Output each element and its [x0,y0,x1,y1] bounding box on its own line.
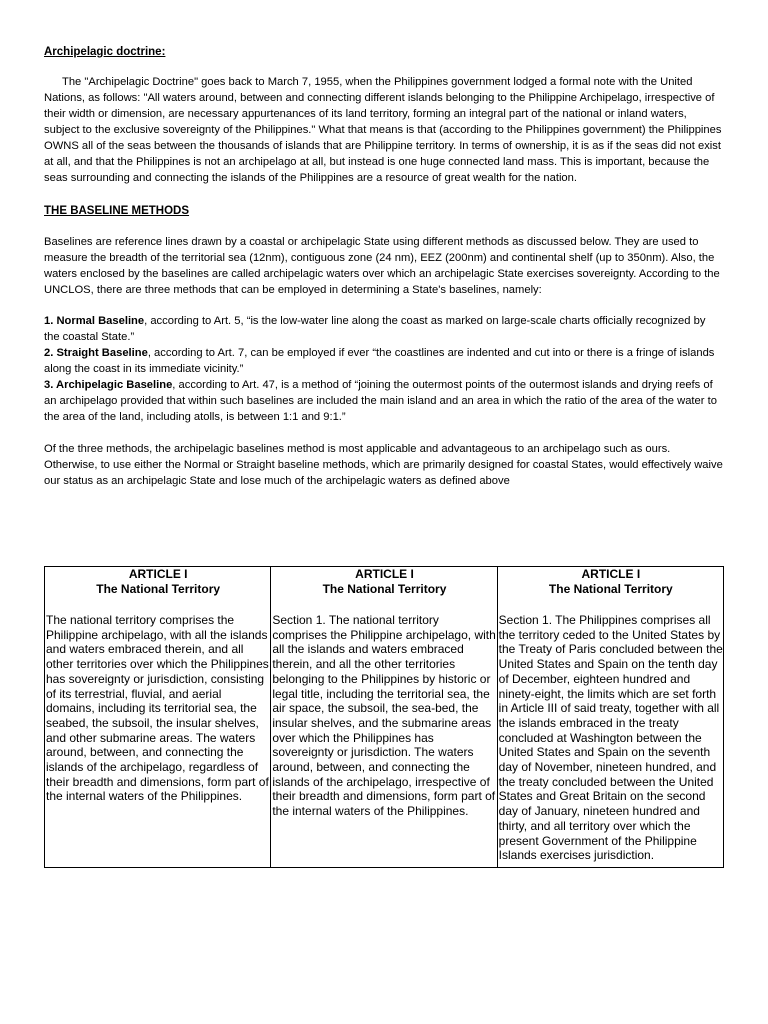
doctrine-heading: Archipelagic doctrine: [44,46,166,58]
baselines-description: Baselines are reference lines drawn by a coastal or archipelagic State using different methods as discussed below. They are used to measure the breadth of the territorial sea (12nm), contiguous zone (24 nm), EEZ (200nm) and continental shelf (up to 350nm). Also, the waters enclosed by the baselines are called archipelagic waters over which an archipelagic State exercises sovereignty. According to the UNCLOS, there are three methods that can be employed in determining a State's baselines, namely: [44,236,720,296]
article-title: The National Territory [96,582,221,596]
article-title: The National Territory [548,582,673,596]
table-row [45,567,724,868]
method-text: , according to Art. 7, can be employed if ever “the coastlines are indented and cut into or there is a fringe of islands along the coast in its immediate vicinity.” [44,347,715,375]
method-text: , according to Art. 47, is a method of “joining the outermost points of the outermost islands and drying reefs of an archipelago provided that within such baselines are included the main island and an area in which the ratio of the area of the water to the area of the land, including atolls, is between 1:1 and 9:1.” [44,379,717,423]
article-comparison-table [44,566,724,868]
article-column [271,567,497,868]
method-text: , according to Art. 5, “is the low-water line along the coast as marked on large-scale charts officially recognized by the coastal State.” [44,315,706,343]
article-column [45,567,271,868]
method-archipelagic-baseline [44,377,724,425]
article-number: ARTICLE I [355,567,414,581]
baseline-methods-heading: THE BASELINE METHODS [44,205,190,217]
method-normal-baseline [44,313,724,345]
method-name: 3. Archipelagic Baseline [44,379,173,391]
method-name: 1. Normal Baseline [44,315,145,327]
doctrine-paragraph: The "Archipelagic Doctrine" goes back to March 7, 1955, when the Philippines government lodged a formal note with the United Nations, as follows: "All waters around, between and connecting different islands belonging to the Philippine Archipelago, irrespective of their width or dimension, are necessary appurtenances of its land territory, forming an integral part of the national or inland waters, subject to the exclusive sovereignty of the Philippines." What that means is that (according to the Philippines government) the Philippines OWNS all of the seas between the thousands of islands that are Philippine territory. In terms of ownership, it is as if the seas did not exist at all, and that the Philippines is not an archipelago at all, but instead is one huge connected land mass. This is important, because the seas surrounding and connecting the islands of the Philippines are a resource of great wealth for the nation. [44,76,722,184]
article-body: Section 1. The national territory comprises the Philippine archipelago, with all the islands and waters embraced therein, and all the other territories belonging to the Philippines by historic or legal title, including the territorial sea, the air space, the subsoil, the sea-bed, the insular shelves, and the submarine areas over which the Philippines has sovereignty or jurisdiction. The waters around, between, and connecting the islands of the archipelago, irrespective of their breadth and dimensions, form part of the internal waters of the Philippines. [272,613,496,819]
baseline-methods-list [44,313,724,425]
method-straight-baseline [44,345,724,377]
article-number: ARTICLE I [581,567,641,581]
article-body: The national territory comprises the Philippine archipelago, with all the islands and waters embraced therein, and all other territories over which the Philippines has sovereignty or jurisdiction, consisting of its terrestrial, fluvial, and aerial domains, including its territorial sea, the seabed, the subsoil, the insular shelves, and other submarine areas. The waters around, between, and connecting the islands of the archipelago, regardless of their breadth and dimensions, form part of the internal waters of the Philippines. [46,613,269,804]
article-number: ARTICLE I [128,567,188,581]
document-page [44,44,724,489]
article-column [497,567,723,868]
article-title: The National Territory [322,582,447,596]
baselines-conclusion: Of the three methods, the archipelagic baselines method is most applicable and advantageous to an archipelago such as ours. Otherwise, to use either the Normal or Straight baseline methods, which are primarily designed for coastal States, would effectively waive our status as an archipelagic State and lose much of the archipelagic waters as defined above [44,443,723,487]
article-body: Section 1. The Philippines comprises all the territory ceded to the United States by the Treaty of Paris concluded between the United States and Spain on the tenth day of December, eighteen hundred and ninety-eight, the limits which are set forth in Article III of said treaty, together with all the islands embraced in the treaty concluded at Washington between the United States and Spain on the seventh day of November, nineteen hundred, and the treaty concluded between the United States and Great Britain on the second day of January, nineteen hundred and thirty, and all territory over which the present Government of the Philippine Islands exercises jurisdiction. [498,613,723,863]
method-name: 2. Straight Baseline [44,347,148,359]
